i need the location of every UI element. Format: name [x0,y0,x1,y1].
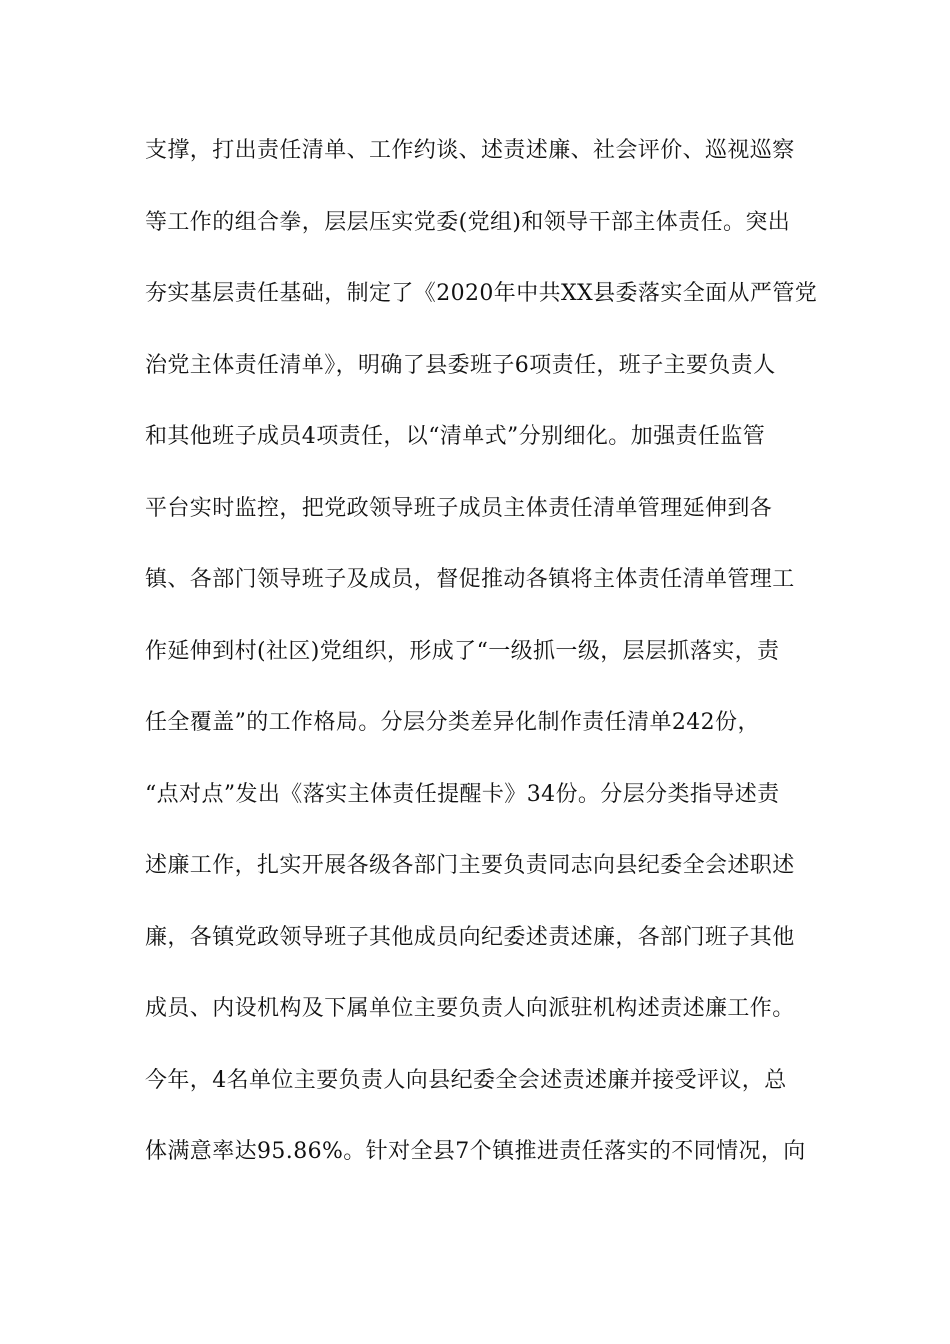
text-line: 廉，各镇党政领导班子其他成员向纪委述责述廉，各部门班子其他 [145,924,795,950]
text-line: 作延伸到村(社区)党组织，形成了“一级抓一级，层层抓落实，责 [145,638,780,664]
text-line: 平台实时监控，把党政领导班子成员主体责任清单管理延伸到各 [145,495,773,521]
text-line: 成员、内设机构及下属单位主要负责人向派驻机构述责述廉工作。 [145,996,795,1021]
text-line: 支撑，打出责任清单、工作约谈、述责述廉、社会评价、巡视巡察 [145,138,795,163]
text-line: 和其他班子成员4项责任，以“清单式”分别细化。加强责任监管 [145,424,766,449]
text-line: 等工作的组合拳，层层压实党委(党组)和领导干部主体责任。突出 [145,209,791,235]
text-line: 治党主体责任清单》，明确了县委班子6项责任，班子主要负责人 [145,352,776,378]
body-text [145,131,818,1204]
text-line: 述廉工作，扎实开展各级各部门主要负责同志向县纪委全会述职述 [145,853,795,878]
text-line: 任全覆盖”的工作格局。分层分类差异化制作责任清单242份， [145,710,760,735]
text-line: 夯实基层责任基础，制定了《2020年中共XX县委落实全面从严管党 [145,281,818,306]
text-line: 今年，4名单位主要负责人向县纪委全会述责述廉并接受评议，总 [145,1067,787,1093]
text-line: “点对点”发出《落实主体责任提醒卡》34份。分层分类指导述责 [145,781,780,807]
text-line: 镇、各部门领导班子及成员，督促推动各镇将主体责任清单管理工 [145,567,795,592]
text-line: 体满意率达95.86%。针对全县7个镇推进责任落实的不同情况，向 [145,1139,806,1164]
